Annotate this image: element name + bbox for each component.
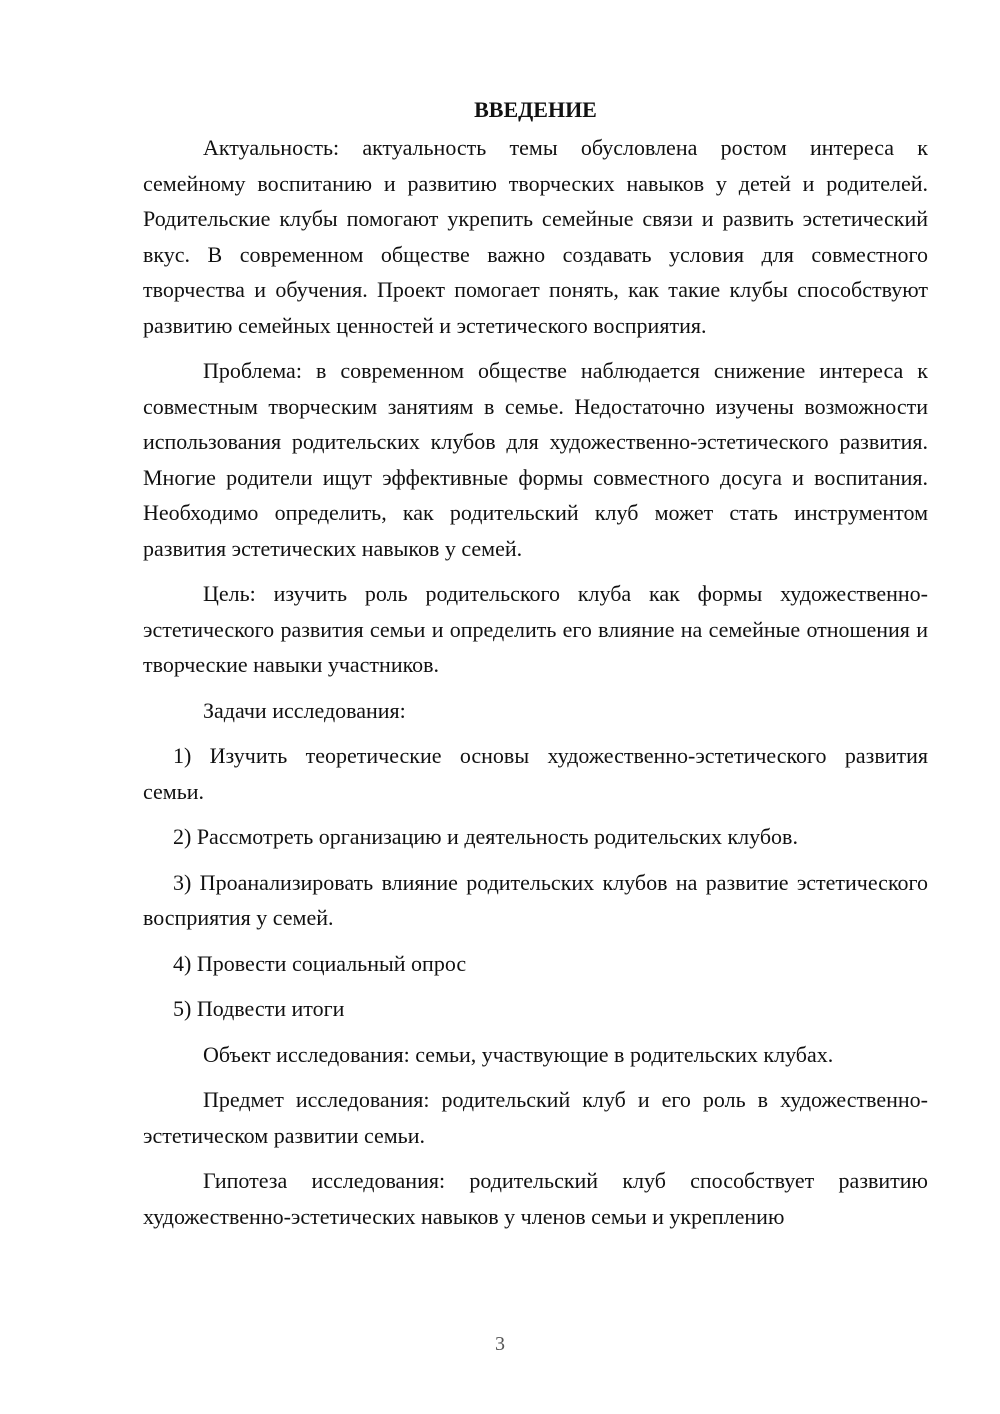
page-number: 3 xyxy=(495,1333,505,1355)
paragraph-problem: Проблема: в современном обществе наблюдается снижение интереса к совместным творческим занятиям в семье. Недостаточно изучены возможности использования родительских клубов для художественно-эстетического развития. Многие родители ищут эффективные формы совместного досуга и воспитания. Необходимо определить, как родительский клуб может стать инструментом развития эстетических навыков у семей. xyxy=(143,358,928,561)
task-item-3: 3) Проанализировать влияние родительских клубов на развитие эстетического восприятия у семей. xyxy=(143,869,928,930)
task-item-5: 5) Подвести итоги xyxy=(173,996,345,1021)
page-body xyxy=(143,94,928,1244)
paragraph-tasks-heading: Задачи исследования: xyxy=(203,697,406,723)
task-item-4: 4) Провести социальный опрос xyxy=(173,950,467,976)
paragraph-subject: Предмет исследования: родительский клуб и его роль в художественно-эстетическом развитии семьи. xyxy=(143,1087,928,1148)
paragraph-goal: Цель: изучить роль родительского клуба как формы художественно-эстетического развития семьи и определить его влияние на семейные отношения и творческие навыки участников. xyxy=(143,581,928,677)
paragraph-relevance: Актуальность: актуальность темы обусловлена ростом интереса к семейному воспитанию и развитию творческих навыков у детей и родителей. Родительские клубы помогают укрепить семейные связи и развить эстетический вкус. В современном обществе важно создавать условия для совместного творчества и обучения. Проект помогает понять, как такие клубы способствуют развитию семейных ценностей и эстетического восприятия. xyxy=(143,135,928,338)
section-title: ВВЕДЕНИЕ xyxy=(474,97,597,122)
task-item-2: 2) Рассмотреть организацию и деятельность родительских клубов. xyxy=(173,824,798,849)
paragraph-object: Объект исследования: семьи, участвующие в родительских клубах. xyxy=(203,1041,834,1067)
task-item-1: 1) Изучить теоретические основы художественно-эстетического развития семьи. xyxy=(143,743,928,804)
paragraph-hypothesis: Гипотеза исследования: родительский клуб способствует развитию художественно-эстетических навыков у членов семьи и укреплению xyxy=(143,1168,928,1229)
